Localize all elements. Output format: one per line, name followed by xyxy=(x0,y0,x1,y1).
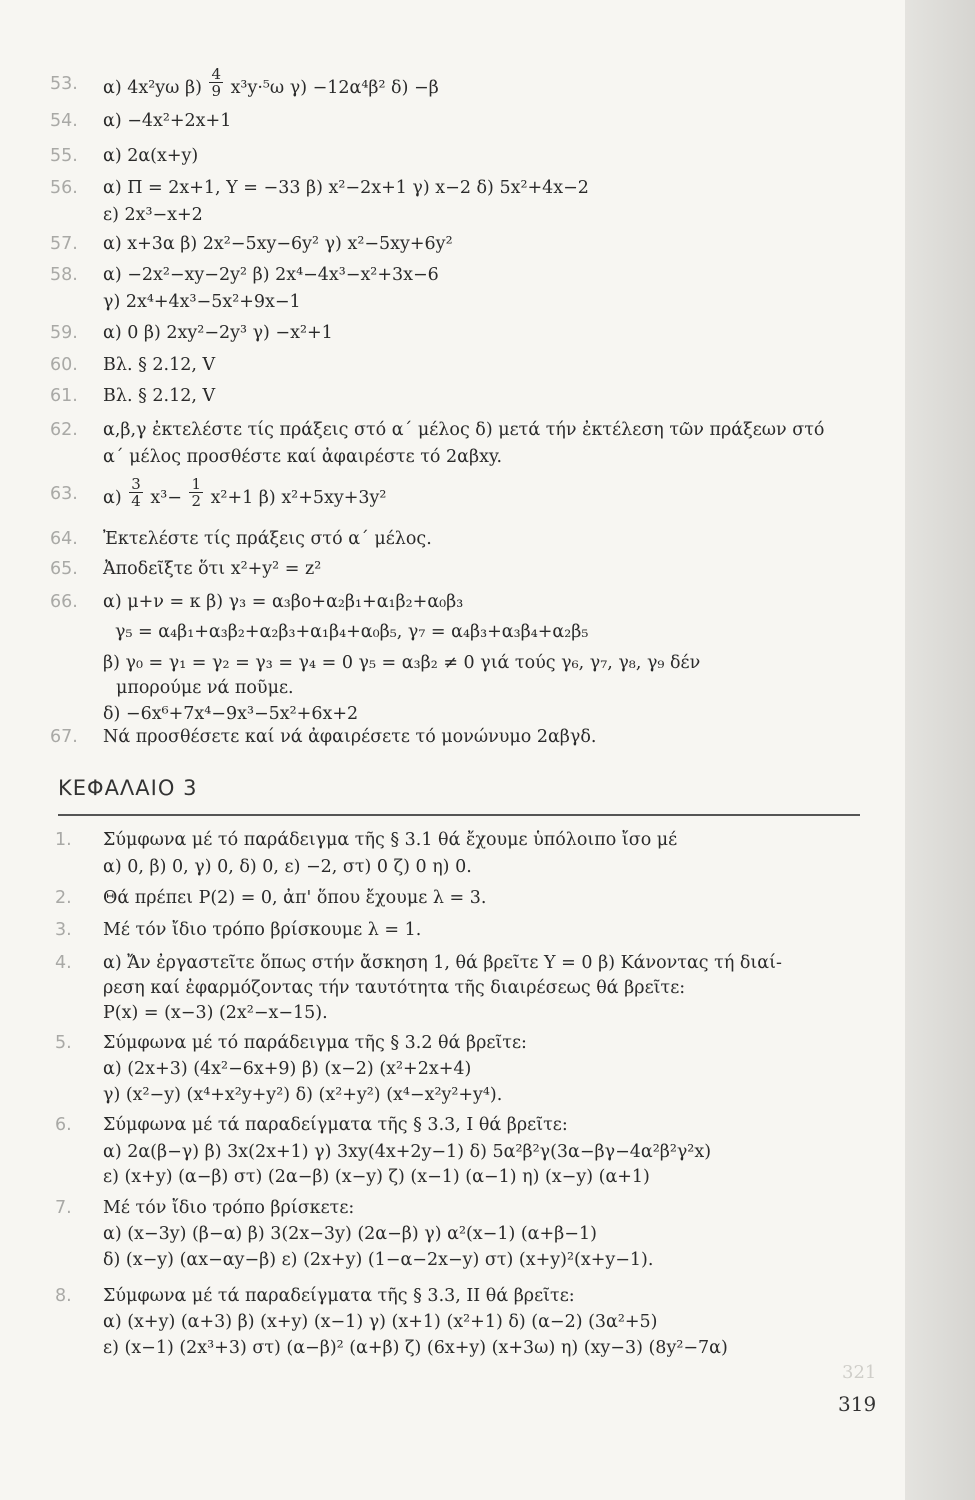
chapter-divider xyxy=(58,814,860,816)
page-number: 319 xyxy=(838,1392,877,1416)
fraction: $\frac{4}{9}$ xyxy=(211,65,221,100)
chapter-title: ΚΕΦΑΛΑΙΟ 3 xyxy=(58,776,198,800)
bleed-through-page-number: 321 xyxy=(842,1362,877,1383)
fraction: $\frac{3}{4}$ xyxy=(131,475,141,510)
bleed-through xyxy=(100,42,105,62)
page-edge xyxy=(905,0,975,1500)
fraction: $\frac{1}{2}$ xyxy=(191,475,201,510)
answer-number: 53. xyxy=(50,74,78,94)
book-page: 53. α) 4x²yω β) $\frac{4}{9}$ x³y·⁵ω γ) −12α⁴β² δ) −β 54. α) −4x²+2x+1 55. α) 2α(x+y) 56. α) Π = 2x+1, Υ = −33 β) x²−2x+1 γ) x−2 δ) 5x²+4x−2 ε) 2x³−x+2 57. α) x+3α β) 2x²−5xy−6y² γ) x²−5xy+6y² 58. α) −2x²−xy−2y² β) 2x⁴−4x³−x²+3x−6 γ) 2x⁴+4x³−5x²+9x−1 59. α) 0 β) 2xy²−2y³ γ) −x²+1 60. Βλ. § 2.12, V 61. Βλ. § 2.12, V 62. α,β,γ ἐκτελέστε τίς πράξεις στό α΄ μέλος δ) μετά τήν ἐκτέλεση τῶν πράξεων στό α΄ μέλος προσθέστε καί ἀφαιρέστε τό 2αβxy. 63. α) $\frac{3}{4}$ x³− $\frac{1}{2}$ x²+1 β) x²+5xy+3y² 64. Ἐκτελέστε τίς πράξεις στό α΄ μέλος. 65. Ἀποδεῖξτε ὅτι x²+y² = z² 66. α) μ+ν = κ β) γ₃ = α₃βο+α₂β₁+α₁β₂+α₀β₃ γ₅ = α₄β₁+α₃β₂+α₂β₃+α₁β₄+α₀β₅, γ₇ = α₄β₃+α₃β₄+α₂β₅ β) γ₀ = γ₁ = γ₂ = γ₃ = γ₄ = 0 γ₅ = α₃β₂ ≠ 0 γιά τούς γ₆, γ₇, γ₈, γ₉ δέν μπορούμε νά ποῦμε. δ) −6x⁶+7x⁴−9x³−5x²+6x+2 67. Νά προσθέσετε καί νά ἀφαιρέσετε τό μονώνυμο 2αβγδ. ΚΕΦΑΛΑΙΟ 3 1. Σύμφωνα μέ τό παράδειγμα τῆς § 3.1 θά ἔχουμε ὑπόλοιπο ἴσο μέ α) 0, β) 0, γ) 0, δ) 0, ε) −2, στ) 0 ζ) 0 η) 0. 2. Θά πρέπει P(2) = 0, ἀπ' ὅπου ἔχουμε λ = 3. 3. Μέ τόν ἴδιο τρόπο βρίσκουμε λ = 1. 4. α) Ἄν ἐργαστεῖτε ὅπως στήν ἄσκηση 1, θά βρεῖτε Υ = 0 β) Κάνοντας τή διαί- ρεση καί ἐφαρμόζοντας τήν ταυτότητα τῆς διαιρέσεως θά βρεῖτε: P(x) = (x−3) (2x²−x−15). 5. Σύμφωνα μέ τό παράδειγμα τῆς § 3.2 θά βρεῖτε: α) (2x+3) (4x²−6x+9) β) (x−2) (x²+2x+4) γ) (x²−y) (x⁴+x²y+y²) δ) (x²+y²) (x⁴−x²y²+y⁴). 6. Σύμφωνα μέ τά παραδείγματα τῆς § 3.3, I θά βρεῖτε: α) 2α(β−γ) β) 3x(2x+1) γ) 3xy(4x+2y−1) δ) 5α²β²γ(3α−βγ−4α²β²γ²x) ε) (x+y) (α−β) στ) (2α−β) (x−y) ζ) (x−1) (α−1) η) (x−y) (α+1) 7. Μέ τόν ἴδιο τρόπο βρίσκετε: α) (x−3y) (β−α) β) 3(2x−3y) (2α−β) γ) α²(x−1) (α+β−1) δ) (x−y) (αx−αy−β) ε) (2x+y) (1−α−2x−y) στ) (x+y)²(x+y−1). 8. Σύμφωνα μέ τά παραδείγματα τῆς § 3.3, II θά βρεῖτε: α) (x+y) (α+3) β) (x+y) (x−1) γ) (x+1) (x²+1) δ) (α−2) (3α²+5) ε) (x−1) (2x³+3) στ) (α−β)² (α+β) ζ) (6x+y) (x+3ω) η) (xy−3) (8y²−7α) 321 319 xyxy=(0,0,905,1500)
